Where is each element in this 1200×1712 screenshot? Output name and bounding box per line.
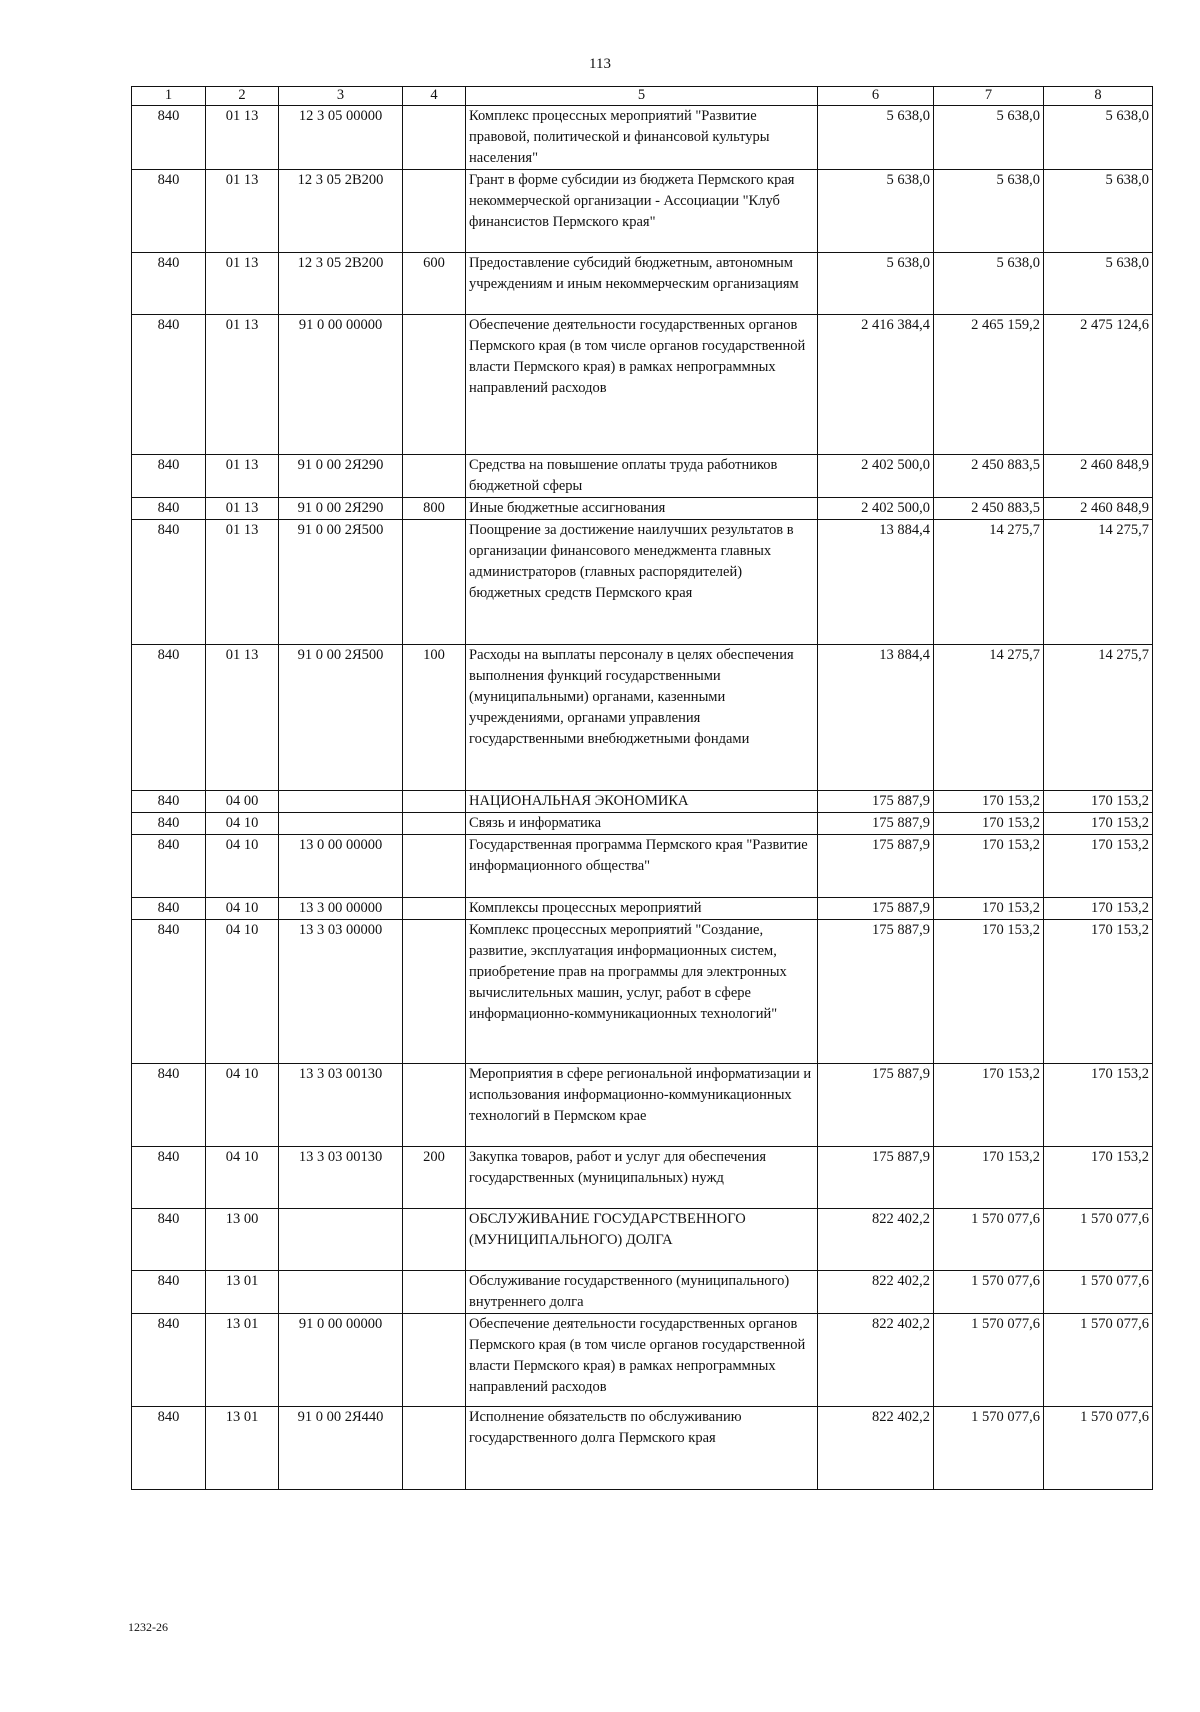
table-cell-col-4: 600 — [403, 253, 466, 315]
table-cell-col-5: ОБСЛУЖИВАНИЕ ГОСУДАРСТВЕННОГО (МУНИЦИПАЛЬНОГО) ДОЛГА — [466, 1209, 818, 1271]
table-cell-col-5: Государственная программа Пермского края "Развитие информационного общества" — [466, 835, 818, 898]
table-cell-col-6: 5 638,0 — [818, 253, 934, 315]
table-cell-col-2: 01 13 — [206, 455, 279, 498]
table-cell-col-3: 12 3 05 2B200 — [279, 170, 403, 253]
table-cell-col-2: 13 01 — [206, 1271, 279, 1314]
table-cell-col-6: 822 402,2 — [818, 1271, 934, 1314]
table-cell-col-3: 91 0 00 2Я290 — [279, 455, 403, 498]
table-cell-col-3 — [279, 791, 403, 813]
table-cell-col-1: 840 — [132, 455, 206, 498]
table-cell-col-3: 13 3 03 00130 — [279, 1064, 403, 1147]
table-row — [132, 498, 1153, 520]
table-row — [132, 315, 1153, 455]
table-cell-col-8: 5 638,0 — [1044, 106, 1153, 170]
table-cell-col-3: 12 3 05 2B200 — [279, 253, 403, 315]
table-cell-col-1: 840 — [132, 1271, 206, 1314]
table-cell-col-2: 01 13 — [206, 520, 279, 645]
table-cell-col-3: 91 0 00 2Я290 — [279, 498, 403, 520]
table-cell-col-2: 01 13 — [206, 315, 279, 455]
table-cell-col-6: 822 402,2 — [818, 1407, 934, 1490]
table-cell-col-7: 170 153,2 — [934, 898, 1044, 920]
table-cell-col-1: 840 — [132, 253, 206, 315]
table-cell-col-3 — [279, 813, 403, 835]
table-cell-col-4 — [403, 1407, 466, 1490]
header-cell: 6 — [818, 87, 934, 106]
table-cell-col-8: 5 638,0 — [1044, 253, 1153, 315]
table-cell-col-6: 175 887,9 — [818, 920, 934, 1064]
table-row — [132, 645, 1153, 791]
table-cell-col-7: 1 570 077,6 — [934, 1314, 1044, 1407]
table-cell-col-1: 840 — [132, 835, 206, 898]
table-row — [132, 1314, 1153, 1407]
table-cell-col-5: Обеспечение деятельности государственных органов Пермского края (в том числе органов государственной власти Пермского края) в рамках непрограммных направлений расходов — [466, 315, 818, 455]
table-cell-col-2: 01 13 — [206, 170, 279, 253]
table-cell-col-3: 91 0 00 2Я500 — [279, 645, 403, 791]
header-cell: 4 — [403, 87, 466, 106]
table-row — [132, 1064, 1153, 1147]
table-cell-col-4 — [403, 898, 466, 920]
table-cell-col-3 — [279, 1271, 403, 1314]
table-cell-col-3: 91 0 00 2Я500 — [279, 520, 403, 645]
table-cell-col-5: Средства на повышение оплаты труда работников бюджетной сферы — [466, 455, 818, 498]
table-cell-col-8: 170 153,2 — [1044, 1064, 1153, 1147]
table-cell-col-8: 1 570 077,6 — [1044, 1314, 1153, 1407]
table-cell-col-1: 840 — [132, 813, 206, 835]
table-cell-col-4 — [403, 1314, 466, 1407]
table-cell-col-8: 170 153,2 — [1044, 813, 1153, 835]
table-cell-col-7: 2 450 883,5 — [934, 455, 1044, 498]
table-cell-col-3: 13 0 00 00000 — [279, 835, 403, 898]
table-cell-col-6: 822 402,2 — [818, 1314, 934, 1407]
table-cell-col-5: Расходы на выплаты персоналу в целях обеспечения выполнения функций государственными (муниципальными) органами, казенными учреждениями, органами управления государственными внебюджетными фондами — [466, 645, 818, 791]
table-cell-col-4 — [403, 813, 466, 835]
table-cell-col-4 — [403, 170, 466, 253]
table-body — [132, 106, 1153, 1490]
table-cell-col-5: Закупка товаров, работ и услуг для обеспечения государственных (муниципальных) нужд — [466, 1147, 818, 1209]
table-cell-col-7: 1 570 077,6 — [934, 1209, 1044, 1271]
table-cell-col-7: 2 450 883,5 — [934, 498, 1044, 520]
table-cell-col-3: 13 3 03 00000 — [279, 920, 403, 1064]
table-row — [132, 898, 1153, 920]
table-cell-col-7: 170 153,2 — [934, 835, 1044, 898]
page-number: 113 — [589, 56, 611, 72]
table-cell-col-5: Комплекс процессных мероприятий "Развитие правовой, политической и финансовой культуры населения" — [466, 106, 818, 170]
table-cell-col-2: 13 01 — [206, 1314, 279, 1407]
table-cell-col-5: Грант в форме субсидии из бюджета Пермского края некоммерческой организации - Ассоциации "Клуб финансистов Пермского края" — [466, 170, 818, 253]
table-cell-col-2: 04 10 — [206, 898, 279, 920]
table-cell-col-4 — [403, 835, 466, 898]
table-cell-col-6: 13 884,4 — [818, 645, 934, 791]
table-cell-col-8: 170 153,2 — [1044, 898, 1153, 920]
table-cell-col-8: 1 570 077,6 — [1044, 1407, 1153, 1490]
table-cell-col-2: 04 10 — [206, 813, 279, 835]
table-cell-col-6: 175 887,9 — [818, 1064, 934, 1147]
table-cell-col-3: 13 3 00 00000 — [279, 898, 403, 920]
table-cell-col-2: 04 10 — [206, 920, 279, 1064]
table-cell-col-1: 840 — [132, 898, 206, 920]
table-cell-col-6: 175 887,9 — [818, 813, 934, 835]
header-cell: 8 — [1044, 87, 1153, 106]
table-cell-col-5: Исполнение обязательств по обслуживанию государственного долга Пермского края — [466, 1407, 818, 1490]
table-cell-col-3: 12 3 05 00000 — [279, 106, 403, 170]
budget-table — [131, 86, 1153, 1490]
table-row — [132, 253, 1153, 315]
table-cell-col-2: 01 13 — [206, 498, 279, 520]
table-cell-col-2: 13 00 — [206, 1209, 279, 1271]
table-cell-col-4: 800 — [403, 498, 466, 520]
table-cell-col-5: Комплексы процессных мероприятий — [466, 898, 818, 920]
table-cell-col-1: 840 — [132, 520, 206, 645]
table-cell-col-2: 04 00 — [206, 791, 279, 813]
table-cell-col-8: 5 638,0 — [1044, 170, 1153, 253]
header-row — [132, 87, 1153, 106]
table-cell-col-2: 04 10 — [206, 1147, 279, 1209]
table-cell-col-1: 840 — [132, 106, 206, 170]
table-cell-col-6: 5 638,0 — [818, 106, 934, 170]
table-cell-col-6: 2 402 500,0 — [818, 498, 934, 520]
table-cell-col-7: 1 570 077,6 — [934, 1271, 1044, 1314]
table-cell-col-6: 13 884,4 — [818, 520, 934, 645]
table-row — [132, 1271, 1153, 1314]
table-cell-col-1: 840 — [132, 920, 206, 1064]
table-cell-col-1: 840 — [132, 498, 206, 520]
table-cell-col-8: 2 460 848,9 — [1044, 498, 1153, 520]
table-cell-col-1: 840 — [132, 645, 206, 791]
table-row — [132, 106, 1153, 170]
table-cell-col-4 — [403, 1064, 466, 1147]
table-cell-col-7: 1 570 077,6 — [934, 1407, 1044, 1490]
table-cell-col-7: 170 153,2 — [934, 1064, 1044, 1147]
table-cell-col-4 — [403, 455, 466, 498]
table-cell-col-5: Связь и информатика — [466, 813, 818, 835]
table-cell-col-4 — [403, 315, 466, 455]
table-cell-col-8: 1 570 077,6 — [1044, 1209, 1153, 1271]
table-cell-col-5: Обслуживание государственного (муниципального) внутреннего долга — [466, 1271, 818, 1314]
table-cell-col-5: Иные бюджетные ассигнования — [466, 498, 818, 520]
table-cell-col-6: 822 402,2 — [818, 1209, 934, 1271]
table-cell-col-2: 01 13 — [206, 645, 279, 791]
table-cell-col-3 — [279, 1209, 403, 1271]
table-cell-col-5: НАЦИОНАЛЬНАЯ ЭКОНОМИКА — [466, 791, 818, 813]
table-cell-col-7: 5 638,0 — [934, 106, 1044, 170]
table-row — [132, 1209, 1153, 1271]
table-cell-col-5: Мероприятия в сфере региональной информатизации и использования информационно-коммуникационных технологий в Пермском крае — [466, 1064, 818, 1147]
table-cell-col-4 — [403, 1271, 466, 1314]
table-cell-col-6: 5 638,0 — [818, 170, 934, 253]
header-cell: 7 — [934, 87, 1044, 106]
table-cell-col-4 — [403, 920, 466, 1064]
table-row — [132, 813, 1153, 835]
table-cell-col-8: 170 153,2 — [1044, 1147, 1153, 1209]
table-cell-col-1: 840 — [132, 1407, 206, 1490]
table-cell-col-6: 2 402 500,0 — [818, 455, 934, 498]
table-cell-col-7: 2 465 159,2 — [934, 315, 1044, 455]
table-cell-col-2: 13 01 — [206, 1407, 279, 1490]
table-cell-col-1: 840 — [132, 315, 206, 455]
table-cell-col-2: 01 13 — [206, 253, 279, 315]
table-cell-col-7: 14 275,7 — [934, 520, 1044, 645]
table-cell-col-4: 100 — [403, 645, 466, 791]
table-cell-col-2: 04 10 — [206, 835, 279, 898]
table-cell-col-4: 200 — [403, 1147, 466, 1209]
table-row — [132, 835, 1153, 898]
table-cell-col-4 — [403, 106, 466, 170]
table-cell-col-7: 170 153,2 — [934, 920, 1044, 1064]
table-cell-col-5: Поощрение за достижение наилучших результатов в организации финансового менеджмента главных администраторов (главных распорядителей) бюджетных средств Пермского края — [466, 520, 818, 645]
table-cell-col-4 — [403, 520, 466, 645]
table-cell-col-6: 2 416 384,4 — [818, 315, 934, 455]
table-cell-col-6: 175 887,9 — [818, 898, 934, 920]
table-cell-col-2: 04 10 — [206, 1064, 279, 1147]
header-cell: 5 — [466, 87, 818, 106]
table-row — [132, 1147, 1153, 1209]
table-row — [132, 1407, 1153, 1490]
header-cell: 3 — [279, 87, 403, 106]
table-cell-col-4 — [403, 791, 466, 813]
table-cell-col-3: 13 3 03 00130 — [279, 1147, 403, 1209]
table-cell-col-2: 01 13 — [206, 106, 279, 170]
table-cell-col-6: 175 887,9 — [818, 835, 934, 898]
table-cell-col-1: 840 — [132, 1147, 206, 1209]
table-cell-col-5: Предоставление субсидий бюджетным, автономным учреждениям и иным некоммерческим организациям — [466, 253, 818, 315]
table-cell-col-7: 5 638,0 — [934, 170, 1044, 253]
table-row — [132, 520, 1153, 645]
table-cell-col-7: 5 638,0 — [934, 253, 1044, 315]
table-cell-col-1: 840 — [132, 170, 206, 253]
table-row — [132, 170, 1153, 253]
table-cell-col-5: Обеспечение деятельности государственных органов Пермского края (в том числе органов государственной власти Пермского края) в рамках непрограммных направлений расходов — [466, 1314, 818, 1407]
table-cell-col-3: 91 0 00 00000 — [279, 315, 403, 455]
table-cell-col-8: 170 153,2 — [1044, 920, 1153, 1064]
table-cell-col-8: 2 475 124,6 — [1044, 315, 1153, 455]
table-cell-col-7: 170 153,2 — [934, 813, 1044, 835]
table-cell-col-1: 840 — [132, 1064, 206, 1147]
table-cell-col-4 — [403, 1209, 466, 1271]
table-cell-col-8: 2 460 848,9 — [1044, 455, 1153, 498]
table-cell-col-6: 175 887,9 — [818, 791, 934, 813]
table-cell-col-3: 91 0 00 2Я440 — [279, 1407, 403, 1490]
header-cell: 2 — [206, 87, 279, 106]
table-cell-col-7: 170 153,2 — [934, 1147, 1044, 1209]
table-cell-col-8: 14 275,7 — [1044, 645, 1153, 791]
table-cell-col-8: 170 153,2 — [1044, 835, 1153, 898]
table-cell-col-1: 840 — [132, 1314, 206, 1407]
table-cell-col-8: 1 570 077,6 — [1044, 1271, 1153, 1314]
table-row — [132, 920, 1153, 1064]
table-cell-col-8: 170 153,2 — [1044, 791, 1153, 813]
table-cell-col-8: 14 275,7 — [1044, 520, 1153, 645]
footer-code: 1232-26 — [128, 1620, 168, 1634]
header-cell: 1 — [132, 87, 206, 106]
table-cell-col-3: 91 0 00 00000 — [279, 1314, 403, 1407]
table-cell-col-1: 840 — [132, 1209, 206, 1271]
table-cell-col-7: 14 275,7 — [934, 645, 1044, 791]
table-cell-col-5: Комплекс процессных мероприятий "Создание, развитие, эксплуатация информационных систем, приобретение прав на программы для электронных вычислительных машин, услуг, работ в сфере информационно-коммуникационных технологий" — [466, 920, 818, 1064]
table-row — [132, 455, 1153, 498]
table-cell-col-6: 175 887,9 — [818, 1147, 934, 1209]
table-cell-col-7: 170 153,2 — [934, 791, 1044, 813]
table-row — [132, 791, 1153, 813]
table-cell-col-1: 840 — [132, 791, 206, 813]
